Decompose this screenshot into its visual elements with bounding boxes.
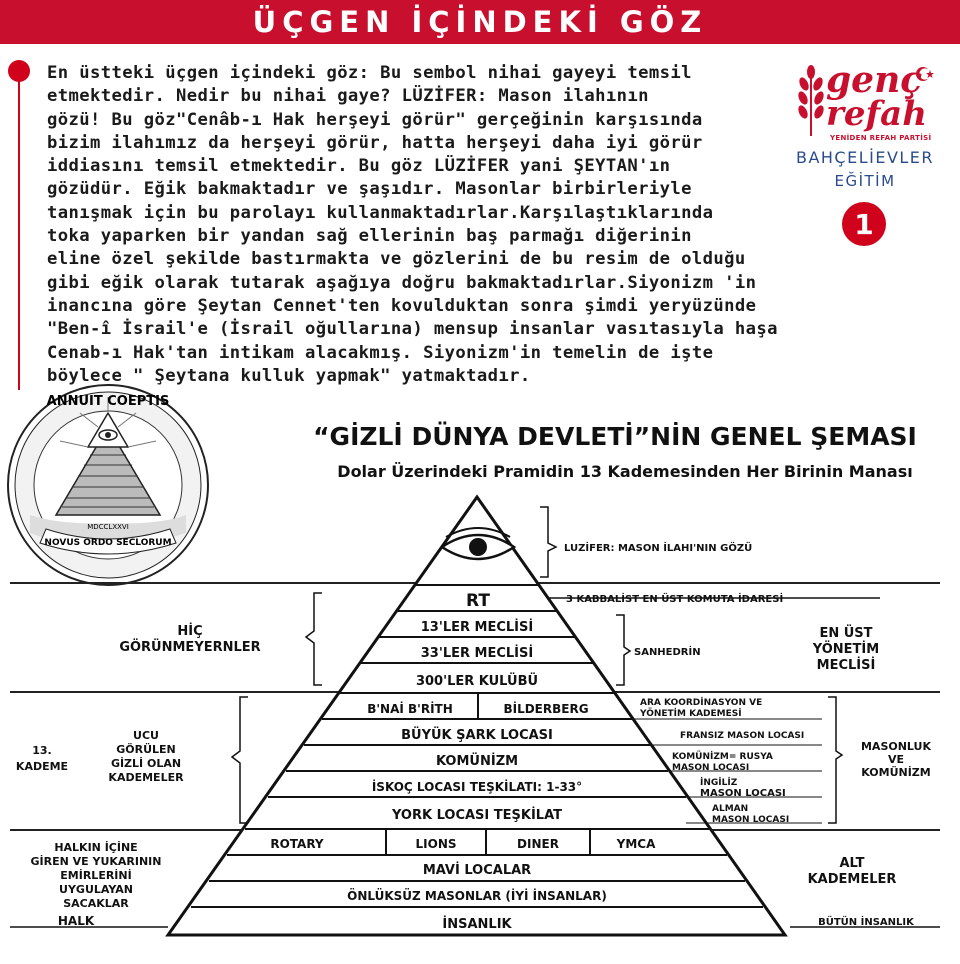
tier-council-13: 13'LER MECLİSİ [420, 620, 534, 635]
intro-line: toka yaparken bir yandan sağ ellerinin baş parmağı diğerinin [47, 226, 692, 247]
eye-note: LUZİFER: MASON İLAHI'NIN GÖZÜ [564, 543, 753, 554]
partly-visible-line2: GÖRÜLEN [116, 743, 176, 756]
grade-13-line2: KADEME [15, 760, 69, 773]
tier-council-33: 33'LER MECLİSİ [420, 646, 534, 661]
logo-line-refah: refah [826, 94, 927, 134]
tier-humanity: İNSANLIK [442, 917, 512, 932]
title-bar [0, 0, 960, 44]
invisible-line2: GÖRÜNMEYERNLER [119, 640, 261, 655]
tier-grand-orient: BÜYÜK ŞARK LOCASI [401, 728, 553, 743]
intro-line: gözü! Bu göz"Cenâb-ı Hak herşeyi görür" gerçeğinin karşısında [47, 109, 703, 130]
wheat-icon [794, 64, 828, 138]
seal-year: MDCCLXXVI [87, 523, 129, 531]
lower-levels-line1: ALT [839, 856, 865, 871]
public-line2: GİREN VE YUKARININ [30, 855, 162, 868]
seal-top-text: ANNUIT COEPTIS [46, 394, 170, 409]
public-line1: HALKIN İÇİNE [54, 841, 138, 854]
grade-13-line1: 13. [32, 744, 52, 757]
genc-refah-logo [790, 59, 950, 252]
logo-party-name: YENİDEN REFAH PARTİSİ [830, 134, 932, 142]
seal-bottom-text: NOVUS ORDO SECLORUM [44, 538, 172, 548]
partly-visible-line1: UCU [133, 729, 159, 742]
top-council-line3: MECLİSİ [816, 658, 876, 673]
intro-text [47, 62, 792, 388]
intro-line: tanışmak için bu parolayı kullanmaktadırlar.Karşılaştıklarında [47, 202, 714, 223]
invisible-line1: HİÇ [177, 624, 203, 639]
intro-line: iddiasını temsil etmektedir. Bu göz LÜZİFER yani ŞEYTAN'ın [47, 156, 671, 177]
masonry-line2: VE [887, 753, 905, 766]
public-line5: SACAKLAR [63, 897, 129, 910]
logo-district: BAHÇELİEVLER [795, 148, 935, 167]
english-note-line2: MASON LOCASI [700, 788, 786, 799]
communism-note-line2: MASON LOCASI [672, 763, 750, 773]
tier-ymca: YMCA [616, 837, 656, 851]
intro-line: En üstteki üçgen içindeki göz: Bu sembol nihai gayeyi temsil [47, 63, 692, 83]
intro-line: Cenab-ı Hak'tan intikam alacakmış. Siyonizm'in temelin de işte [47, 342, 714, 363]
pyramid-svg [0, 394, 960, 960]
tier-lions: LIONS [415, 837, 457, 851]
top-council-line2: YÖNETİM [812, 642, 880, 657]
logo-line-genc: genç [826, 59, 923, 101]
tier-rt: RT [466, 591, 490, 611]
communism-note-line1: KOMÜNİZM= RUSYA [672, 752, 773, 762]
intro-line: gözüdür. Eğik bakmaktadır ve şaşıdır. Masonlar birbirleriyle [47, 179, 692, 200]
masonry-line1: MASONLUK [860, 740, 932, 753]
french-note: FRANSIZ MASON LOCASI [680, 731, 805, 741]
intro-line: bizim ilahımız da herşeyi görür, hatta herşeyi daha iyi görür [47, 132, 703, 153]
sanhedrin-note: SANHEDRİN [634, 647, 701, 658]
intro-line: etmektedir. Nedir bu nihai gaye? LÜZİFER: Mason ilahının [47, 86, 649, 107]
partly-visible-line4: KADEMELER [108, 771, 184, 784]
tier-diner: DINER [517, 837, 559, 851]
lower-levels-line2: KADEMELER [807, 872, 897, 887]
pin-icon [8, 60, 30, 390]
tier-blue-lodges: MAVİ LOCALAR [422, 863, 532, 878]
diagram-subtitle: Dolar Üzerindeki Pramidin 13 Kademesinden Her Birinin Manası [337, 462, 913, 481]
masonry-line3: KOMÜNİZM [861, 766, 931, 779]
dollar-seal-icon [8, 385, 208, 585]
diagram-title: “GİZLİ DÜNYA DEVLETİ”NİN GENEL ŞEMASI [313, 422, 917, 451]
public-line4: UYGULAYAN [59, 883, 133, 896]
intro-line: "Ben-î İsrail'e (İsrail oğullarına) mensup insanlar vasıtasıyla haşa [47, 319, 778, 340]
tier-apronless: ÖNLÜKSÜZ MASONLAR (İYİ İNSANLAR) [347, 889, 607, 903]
episode-number-badge: 1 [842, 202, 886, 246]
tier-bilderberg: BİLDERBERG [503, 702, 589, 716]
tier-club-300: 300'LER KULÜBÜ [415, 674, 539, 689]
page-title: ÜÇGEN İÇİNDEKİ GÖZ [252, 5, 708, 39]
tier-york: YORK LOCASI TEŞKİLAT [391, 808, 563, 823]
tier-bnai-brith: B'NAİ B'RİTH [367, 702, 453, 716]
coord-note-line1: ARA KOORDİNASYON VE [640, 698, 763, 708]
intro-line: eline özel şekilde bastırmakta ve gözlerini de bu resim de olduğu [47, 249, 746, 270]
intro-line: inancına göre Şeytan Cennet'ten kovulduktan sonra şimdi yeryüzünde [47, 295, 757, 316]
logo-unit: EĞİTİM [834, 172, 896, 190]
intro-line: gibi eğik olarak tutarak aşağıya doğru bakmaktadırlar.Siyonizm 'in [47, 272, 757, 293]
partly-visible-line3: GİZLİ OLAN [110, 757, 182, 770]
coord-note-line2: YÖNETİM KADEMESİ [640, 709, 742, 719]
pyramid-diagram [0, 394, 960, 960]
all-humanity-label: BÜTÜN İNSANLIK [818, 917, 914, 928]
intro-line: böylece " Şeytana kulluk yapmak" yatmaktadır. [47, 365, 531, 386]
german-note-line1: ALMAN [712, 804, 749, 814]
top-council-line1: EN ÜST [819, 626, 873, 641]
tier-scottish: İSKOÇ LOCASI TEŞKİLATI: 1-33° [371, 780, 583, 794]
english-note-line1: İNGİLİZ [700, 778, 738, 788]
german-note-line2: MASON LOCASI [712, 815, 790, 825]
public-line3: EMİRLERİNİ [60, 869, 132, 882]
tier-rotary: ROTARY [270, 837, 324, 851]
tier-communism: KOMÜNİZM [435, 754, 519, 769]
people-label: HALK [57, 914, 95, 928]
rt-note: 3 KABBALİST EN ÜST KOMUTA İDARESİ [566, 594, 784, 605]
